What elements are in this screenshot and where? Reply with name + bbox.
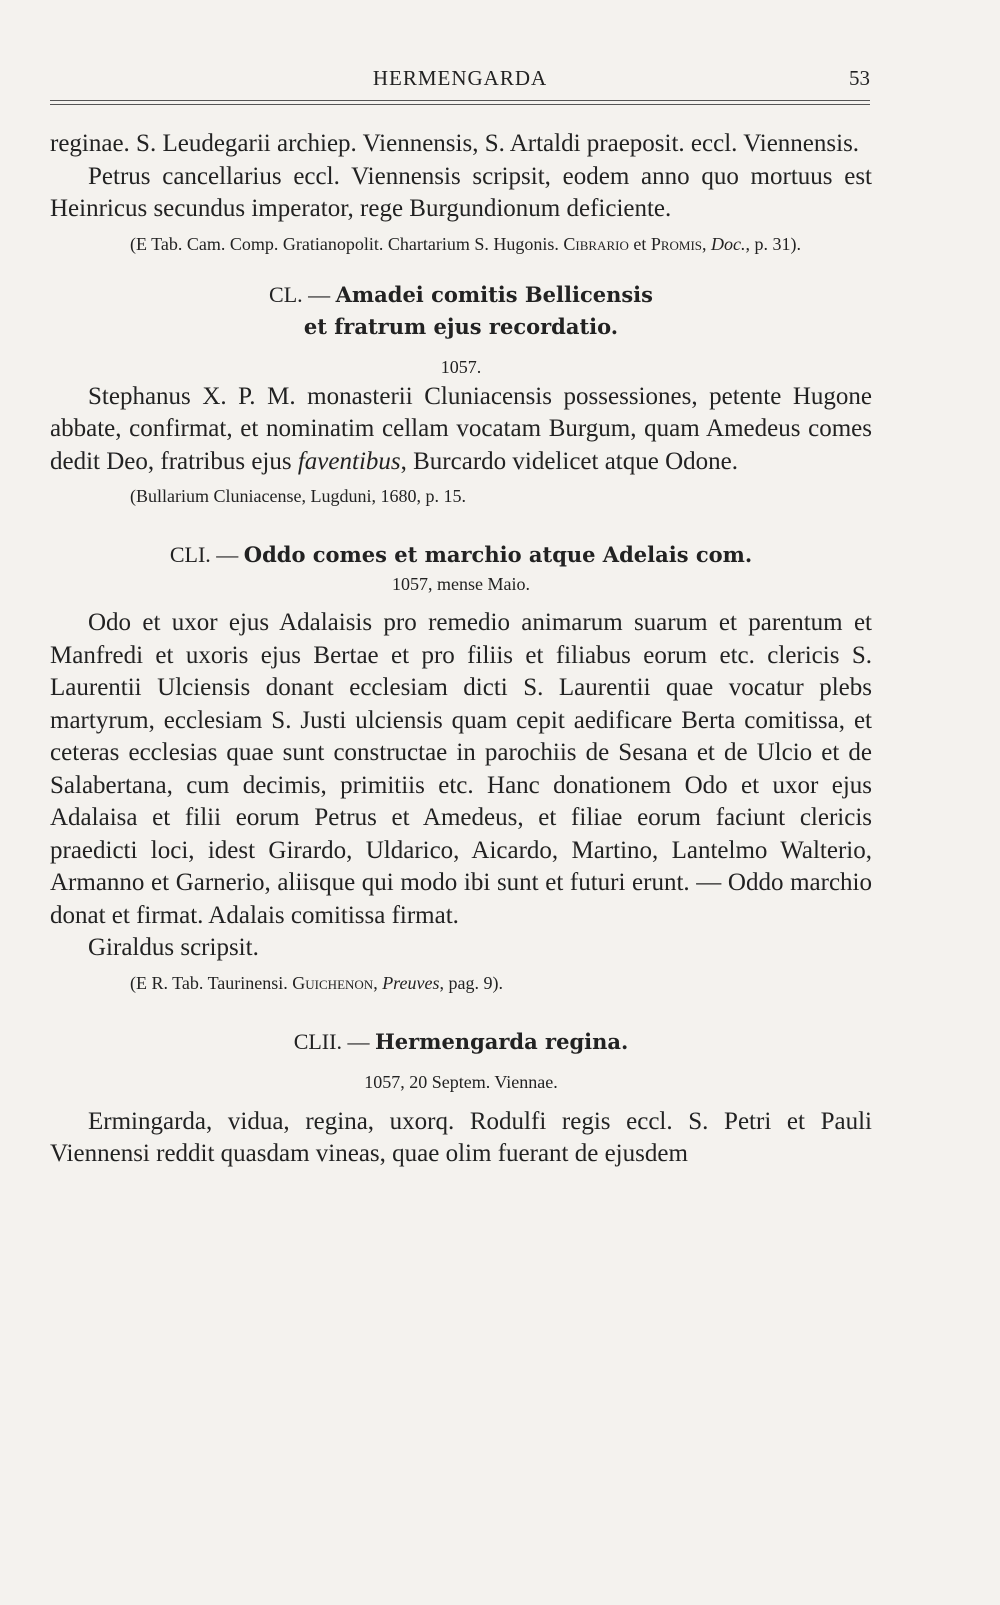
section-150-heading: CL. — Amadei comitis Bellicensis — [269, 281, 653, 307]
intro-scribe-paragraph: Petrus cancellarius eccl. Viennensis scripsit, eodem anno quo mortuus est Heinricus secundus imperator, rege Burgundionum deficiente. — [50, 162, 872, 222]
page-body — [50, 128, 872, 1171]
page-number: 53 — [849, 66, 870, 90]
section-152-date: 1057, 20 Septem. Viennae. — [364, 1071, 558, 1092]
section-151-text: Odo et uxor ejus Adalaisis pro remedio animarum suarum et parentum et Manfredi et uxoris ejus Bertae et pro filiis et filiabus eorum etc. clericis S. Laurentii Ulciensis donant ecclesiam dicti S. Laurentii quae vocatur plebs martyrum, ecclesiam S. Justi ulciensis quam cepit aedificare Berta comitissa, et ceteras ecclesias quae sunt constructae in parochiis de Sesana et de Ulcio et de Salabertana, cum decimis, primitiis etc. Hanc donationem Odo et uxor ejus Adalaisa et filii eorum Petrus et Amedeus, et filiae eorum faciunt clericis praedicti loci, idest Girardo, Uldarico, Aicardo, Martino, Lantelmo Walterio, Armanno et Garnerio, aliisque qui modo ibi sunt et futuri erunt. — Oddo marchio donat et firmat. Adalais comitissa firmat. — [50, 609, 872, 929]
section-151-date: 1057, mense Maio. — [392, 574, 530, 594]
section-150-text: Stephanus X. P. M. monasterii Cluniacensis possessiones, petente Hugone abbate, confirmat, et nominatim cellam vocatam Burgum, quam Amedeus comes dedit Deo, fratribus ejus faventibus, Burcardo videlicet atque Odone. — [50, 382, 872, 475]
section-151-scribe: Giraldus scripsit. — [88, 934, 259, 961]
header-rule-top — [50, 100, 870, 101]
section-150-source-note: (Bullarium Cluniacense, Lugduni, 1680, p. 15. — [130, 486, 466, 506]
section-152-text: Ermingarda, vidua, regina, uxorq. Rodulfi regis eccl. S. Petri et Pauli Viennensi reddit quasdam vineas, quae olim fuerant de ejusdem — [50, 1107, 872, 1167]
section-150-heading-line2: et fratrum ejus recordatio. — [303, 313, 619, 339]
intro-continuation: reginae. S. Leudegarii archiep. Viennensis, S. Artaldi praeposit. eccl. Viennensis. — [50, 130, 860, 157]
section-151-source-note: (E R. Tab. Taurinensi. Guichenon, Preuves, pag. 9). — [130, 972, 503, 993]
header-rule-bottom — [50, 104, 870, 105]
section-150-date: 1057. — [440, 356, 482, 377]
section-151-heading: CLI. — Oddo comes et marchio atque Adelais com. — [169, 542, 753, 567]
running-title: HERMENGARDA — [372, 66, 548, 90]
running-header — [50, 66, 870, 96]
section-152-heading: CLII. — Hermengarda regina. — [293, 1028, 629, 1054]
intro-source-note: (E Tab. Cam. Comp. Gratianopolit. Chartarium S. Hugonis. Cibrario et Promis, Doc., p. 31). — [130, 233, 802, 254]
